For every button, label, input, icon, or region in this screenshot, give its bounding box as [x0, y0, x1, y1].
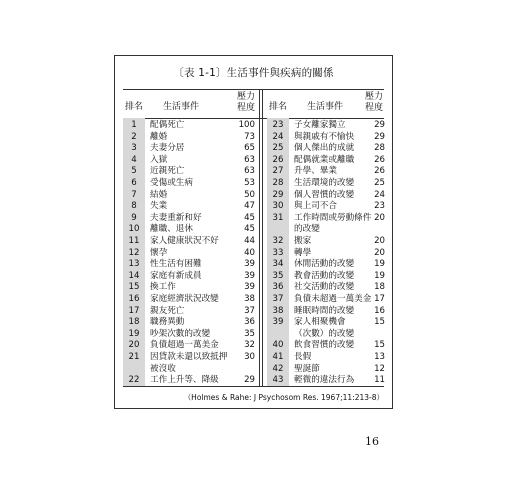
rank-cell: 40 — [272, 340, 284, 351]
rank-cell: 24 — [272, 131, 284, 142]
rank-cell: 27 — [272, 166, 284, 177]
rank-cell: 26 — [272, 154, 284, 165]
event-cell: 因貸款未還以致抵押 — [150, 352, 228, 362]
event-cell: 職務異動 — [150, 317, 185, 328]
rank-cell: 23 — [272, 120, 284, 130]
rank-cell: 41 — [272, 352, 284, 362]
rank-cell: 9 — [131, 212, 137, 223]
event-cell: 負債超過一萬美金 — [150, 340, 219, 351]
stress-cell: 63 — [244, 154, 255, 165]
event-cell: 吵架次數的改變 — [150, 328, 211, 339]
table-frame — [114, 55, 393, 409]
rank-cell: 15 — [128, 282, 140, 293]
event-cell: 家庭有新成員 — [150, 270, 202, 281]
rank-cell: 8 — [131, 201, 137, 212]
rank-cell: 2 — [131, 131, 137, 142]
stress-cell: 16 — [374, 305, 385, 316]
stress-cell: 18 — [374, 282, 385, 293]
stress-cell: 39 — [244, 270, 255, 281]
event-cell: 社交活動的改變 — [294, 282, 355, 293]
event-cell: 近親死亡 — [150, 166, 185, 177]
table-bottom-rule — [123, 386, 384, 387]
event-cell: 與上司不合 — [294, 201, 337, 212]
stress-cell: 29 — [244, 375, 255, 386]
rank-cell: 20 — [128, 340, 140, 351]
event-cell: 性生活有困難 — [150, 259, 202, 270]
event-cell: 家人相聚機會 — [294, 317, 346, 328]
table-title: 〔表 1-1〕生活事件與疾病的關係 — [173, 67, 334, 79]
rank-cell: 21 — [128, 352, 140, 362]
stress-cell: 53 — [244, 178, 255, 188]
stress-cell: 39 — [244, 282, 255, 293]
rank-cell: 35 — [272, 270, 284, 281]
event-cell: 受傷或生病 — [150, 178, 193, 188]
stress-cell: 20 — [374, 236, 385, 246]
stress-cell: 15 — [374, 317, 385, 328]
rank-cell: 4 — [131, 154, 137, 165]
rank-cell: 29 — [272, 189, 284, 200]
rank-cell: 13 — [128, 259, 140, 270]
stress-cell: 100 — [238, 120, 255, 130]
event-cell: 換工作 — [150, 282, 176, 293]
stress-cell: 40 — [244, 247, 255, 258]
rank-cell: 28 — [272, 178, 284, 188]
left-header — [123, 91, 259, 118]
stress-cell: 15 — [374, 340, 385, 351]
event-cell: 生活環境的改變 — [294, 178, 355, 188]
header-top-rule — [123, 89, 384, 90]
stress-cell: 26 — [374, 154, 385, 165]
event-cell: 長假 — [294, 352, 312, 362]
header-stress: 壓力 程度 — [364, 92, 383, 113]
rank-cell: 18 — [128, 317, 140, 328]
rank-cell: 5 — [131, 166, 137, 177]
event-cell: 離婚 — [150, 131, 168, 142]
event-cell: 家人健康狀況不好 — [150, 236, 219, 246]
rank-cell: 7 — [131, 189, 137, 200]
event-cell: 配偶就業或離職 — [294, 154, 355, 165]
event-cell: 夫妻分居 — [150, 143, 185, 154]
column-divider — [259, 89, 260, 386]
event-cell: 工作上升等、降級 — [150, 375, 219, 386]
stress-cell: 29 — [374, 131, 385, 142]
rank-cell: 10 — [128, 224, 140, 235]
stress-cell: 38 — [244, 294, 255, 304]
event-cell: 夫妻重新和好 — [150, 212, 202, 223]
stress-cell: 32 — [244, 340, 255, 351]
stress-cell: 63 — [244, 166, 255, 177]
stress-cell: 30 — [244, 352, 255, 362]
rank-cell: 14 — [128, 270, 140, 281]
event-cell: 睡眠時間的改變 — [294, 305, 355, 316]
rank-cell: 30 — [272, 201, 284, 212]
stress-cell: 39 — [244, 259, 255, 270]
rank-cell: 17 — [128, 305, 140, 316]
rank-cell: 36 — [272, 282, 284, 293]
event-cell: 轉學 — [294, 247, 312, 258]
event-cell: 離職、退休 — [150, 224, 193, 235]
event-cell: 聖誕節 — [294, 363, 320, 374]
rank-cell: 39 — [272, 317, 284, 328]
header-rank: 排名 — [269, 102, 288, 112]
event-cell: 與親戚有不愉快 — [294, 131, 355, 142]
header-rank: 排名 — [125, 102, 144, 112]
event-cell: 子女離家獨立 — [294, 120, 346, 130]
event-cell: 休閒活動的改變 — [294, 259, 355, 270]
stress-cell: 65 — [244, 143, 255, 154]
stress-cell: 20 — [374, 247, 385, 258]
rank-cell: 3 — [131, 143, 137, 154]
stress-cell: 19 — [374, 270, 385, 281]
stress-cell: 44 — [244, 236, 255, 246]
event-cell: 結婚 — [150, 189, 168, 200]
event-cell: 的改變 — [294, 224, 320, 235]
event-cell: 飲食習慣的改變 — [294, 340, 355, 351]
stress-cell: 35 — [244, 328, 255, 339]
event-cell: 搬家 — [294, 236, 312, 246]
rank-cell: 22 — [128, 375, 140, 386]
stress-cell: 73 — [244, 131, 255, 142]
event-cell: 升學、畢業 — [294, 166, 337, 177]
stress-cell: 29 — [374, 120, 385, 130]
event-cell: 懷孕 — [150, 247, 168, 258]
stress-cell: 28 — [374, 143, 385, 154]
header-event: 生活事件 — [307, 102, 344, 112]
stress-cell: 11 — [374, 375, 385, 386]
stress-cell: 45 — [244, 224, 255, 235]
column-divider — [262, 89, 263, 386]
rank-cell: 1 — [131, 120, 137, 130]
rank-cell: 6 — [131, 178, 137, 188]
rank-cell: 37 — [272, 294, 284, 304]
header-event: 生活事件 — [163, 102, 200, 112]
stress-cell: 36 — [244, 317, 255, 328]
rank-cell: 43 — [272, 375, 284, 386]
stress-cell: 25 — [374, 178, 385, 188]
rank-cell: 42 — [272, 363, 284, 374]
event-cell: 負債未超過一萬美金 — [294, 294, 372, 304]
stress-cell: 24 — [374, 189, 385, 200]
rank-cell: 25 — [272, 143, 284, 154]
rank-cell: 11 — [128, 236, 140, 246]
stress-cell: 17 — [374, 294, 385, 304]
stress-cell: 50 — [244, 189, 255, 200]
stress-cell: 20 — [374, 212, 385, 223]
event-cell: 親友死亡 — [150, 305, 185, 316]
rank-cell: 32 — [272, 236, 284, 246]
stress-cell: 13 — [374, 352, 385, 362]
rank-cell: 31 — [272, 212, 284, 223]
citation: （Holmes & Rahe: J Psychosom Res. 1967;11:213-8） — [183, 393, 384, 402]
rank-cell: 19 — [128, 328, 140, 339]
rank-cell: 33 — [272, 247, 284, 258]
event-cell: 輕微的違法行為 — [294, 375, 355, 386]
stress-cell: 45 — [244, 212, 255, 223]
event-cell: 教會活動的改變 — [294, 270, 355, 281]
rank-cell: 12 — [128, 247, 140, 258]
stress-cell: 19 — [374, 259, 385, 270]
event-cell: 工作時間或勞動條件 — [294, 212, 372, 223]
stress-cell: 23 — [374, 201, 385, 212]
page-number: 16 — [365, 435, 379, 448]
rank-cell: 34 — [272, 259, 284, 270]
rank-cell: 16 — [128, 294, 140, 304]
stress-cell: 37 — [244, 305, 255, 316]
event-cell: 個人習慣的改變 — [294, 189, 355, 200]
right-header — [267, 91, 387, 118]
rank-cell: 38 — [272, 305, 284, 316]
header-stress: 壓力 程度 — [236, 92, 255, 113]
event-cell: 個人傑出的成就 — [294, 143, 355, 154]
event-cell: 家庭經濟狀況改變 — [150, 294, 219, 304]
event-cell: （次數）的改變 — [294, 328, 355, 339]
event-cell: 失業 — [150, 201, 168, 212]
event-cell: 入獄 — [150, 154, 168, 165]
stress-cell: 26 — [374, 166, 385, 177]
stress-cell: 47 — [244, 201, 255, 212]
event-cell: 配偶死亡 — [150, 120, 185, 130]
event-cell: 被沒收 — [150, 363, 176, 374]
stress-cell: 12 — [374, 363, 385, 374]
